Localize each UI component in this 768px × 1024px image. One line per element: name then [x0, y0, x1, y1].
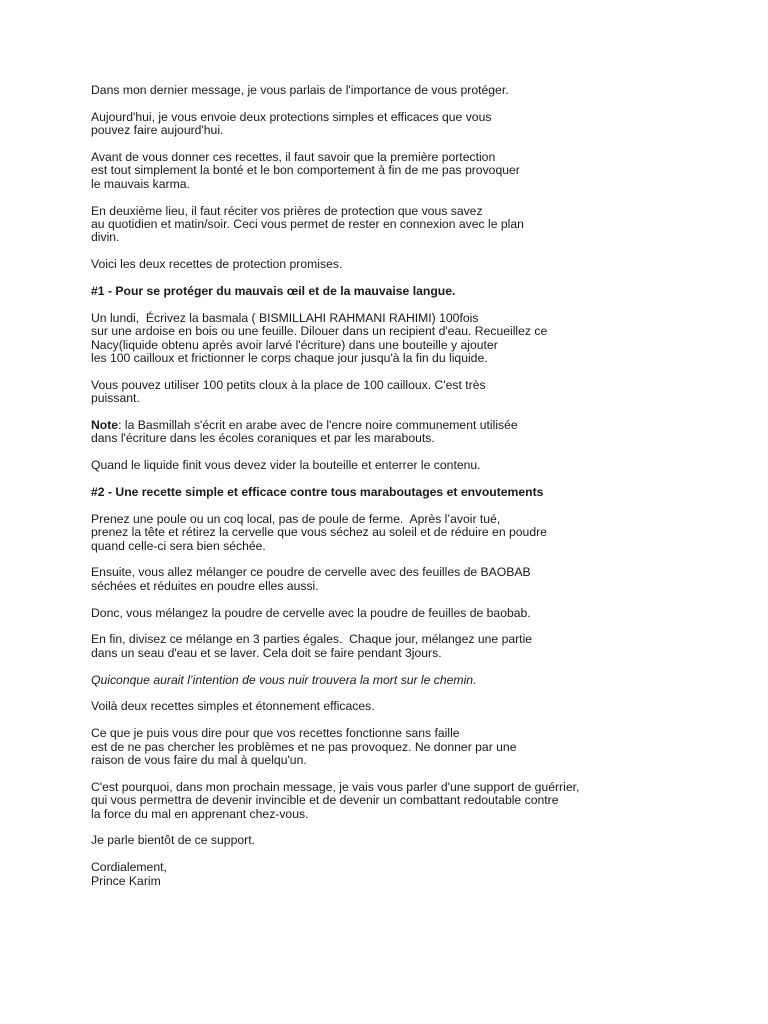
recipe-2-step-2	[91, 566, 711, 593]
signature-block	[91, 861, 711, 888]
recipes-intro-paragraph	[91, 258, 711, 271]
today-paragraph	[91, 111, 711, 138]
text-line: sur une ardoise en bois ou une feuille. Dilouer dans un recipient d'eau. Recueillez ce	[91, 324, 548, 339]
second-protection-paragraph	[91, 205, 711, 245]
recipe-1-instructions	[91, 312, 711, 366]
heading-text: #2 - Une recette simple et efficace contre tous maraboutages et envoutements	[91, 485, 544, 500]
text-line: Nacy(liquide obtenu après avoir larvé l'écriture) dans une bouteille y ajouter	[91, 337, 498, 352]
text-line: Dans mon dernier message, je vous parlais de l'importance de vous protéger.	[91, 83, 509, 97]
recipe-1-end	[91, 459, 711, 472]
text-line: Voici les deux recettes de protection promises.	[91, 257, 343, 272]
text-line: quand celle-ci sera bien séchée.	[91, 538, 266, 553]
text-line: Prenez une poule ou un coq local, pas de poule de ferme. Après l’avoir tué,	[91, 511, 501, 526]
recipe-1-alternative	[91, 379, 711, 406]
text-line: Je parle bientôt de ce support.	[91, 833, 255, 848]
text-line: la force du mal en apprenant chez-vous.	[91, 806, 309, 821]
text-line: Quiconque aurait l’intention de vous nuir trouvera la mort sur le chemin.	[91, 672, 477, 687]
text-line: séchées et réduites en poudre elles aussi.	[91, 578, 319, 593]
text-line: divin.	[91, 230, 120, 245]
text-line: Avant de vous donner ces recettes, il faut savoir que la première portection	[91, 150, 496, 164]
advice-paragraph	[91, 727, 711, 767]
note-text: : la Basmillah s'écrit en arabe avec de l'encre noire communement utilisée	[118, 418, 518, 433]
intro-paragraph	[91, 84, 711, 97]
note-label: Note	[91, 418, 119, 433]
text-line: dans l'écriture dans les écoles coraniques et par les marabouts.	[91, 431, 435, 446]
recipe-1-heading	[91, 285, 711, 298]
text-line: Ensuite, vous allez mélanger ce poudre de cervelle avec des feuilles de BAOBAB	[91, 565, 531, 580]
first-protection-paragraph	[91, 151, 711, 191]
text-line: dans un seau d'eau et se laver. Cela doit se faire pendant 3jours.	[91, 645, 442, 660]
text-line: puissant.	[91, 391, 140, 406]
text-line: En deuxième lieu, il faut réciter vos prières de protection que vous savez	[91, 203, 483, 218]
text-line: C'est pourquoi, dans mon prochain message, je vais vous parler d'une support de guérrier,	[91, 779, 580, 794]
text-line: Vous pouvez utiliser 100 petits cloux à la place de 100 cailloux. C'est très	[91, 377, 486, 392]
summary-paragraph	[91, 700, 711, 713]
document-body	[91, 84, 711, 901]
text-line: Ce que je puis vous dire pour que vos recettes fonctionne sans faille	[91, 726, 460, 741]
text-line: Voilà deux recettes simples et étonnement efficaces.	[91, 699, 375, 714]
recipe-2-step-3	[91, 607, 711, 620]
signature-name: Prince Karim	[91, 873, 161, 888]
text-line: Quand le liquide finit vous devez vider la bouteille et enterrer le contenu.	[91, 458, 481, 473]
next-message-paragraph	[91, 781, 711, 821]
recipe-1-note	[91, 419, 711, 446]
heading-text: #1 - Pour se protéger du mauvais œil et de la mauvaise langue.	[91, 284, 456, 299]
text-line: pouvez faire aujourd'hui.	[91, 123, 224, 138]
text-line: au quotidien et matin/soir. Ceci vous permet de rester en connexion avec le plan	[91, 217, 524, 232]
text-line: Donc, vous mélangez la poudre de cervelle avec la poudre de feuilles de baobab.	[91, 605, 531, 620]
text-line: Un lundi, Écrivez la basmala ( BISMILLAHI RAHMANI RAHIMI) 100fois	[91, 310, 479, 325]
text-line: est tout simplement la bonté et le bon comportement à fin de me pas provoquer	[91, 163, 520, 178]
text-line: raison de vous faire du mal à quelqu'un.	[91, 753, 307, 768]
text-line: qui vous permettra de devenir invincible et de devenir un combattant redoutable contre	[91, 793, 559, 808]
text-line: est de ne pas chercher les problèmes et ne pas provoquez. Ne donner par une	[91, 739, 517, 754]
recipe-2-heading	[91, 486, 711, 499]
recipe-2-step-1	[91, 513, 711, 553]
warning-italic-line	[91, 674, 711, 687]
closing-salutation: Cordialement,	[91, 860, 167, 875]
text-line: les 100 cailloux et frictionner le corps chaque jour jusqu'à la fin du liquide.	[91, 351, 488, 366]
soon-paragraph	[91, 834, 711, 847]
text-line: Aujourd'hui, je vous envoie deux protections simples et efficaces que vous	[91, 109, 492, 124]
text-line: le mauvais karma.	[91, 176, 190, 191]
recipe-2-step-4	[91, 633, 711, 660]
note-line	[91, 419, 711, 432]
text-line: En fin, divisez ce mélange en 3 parties égales. Chaque jour, mélangez une partie	[91, 632, 533, 647]
text-line: prenez la tête et rétirez la cervelle que vous séchez au soleil et de réduire en poudre	[91, 525, 547, 540]
